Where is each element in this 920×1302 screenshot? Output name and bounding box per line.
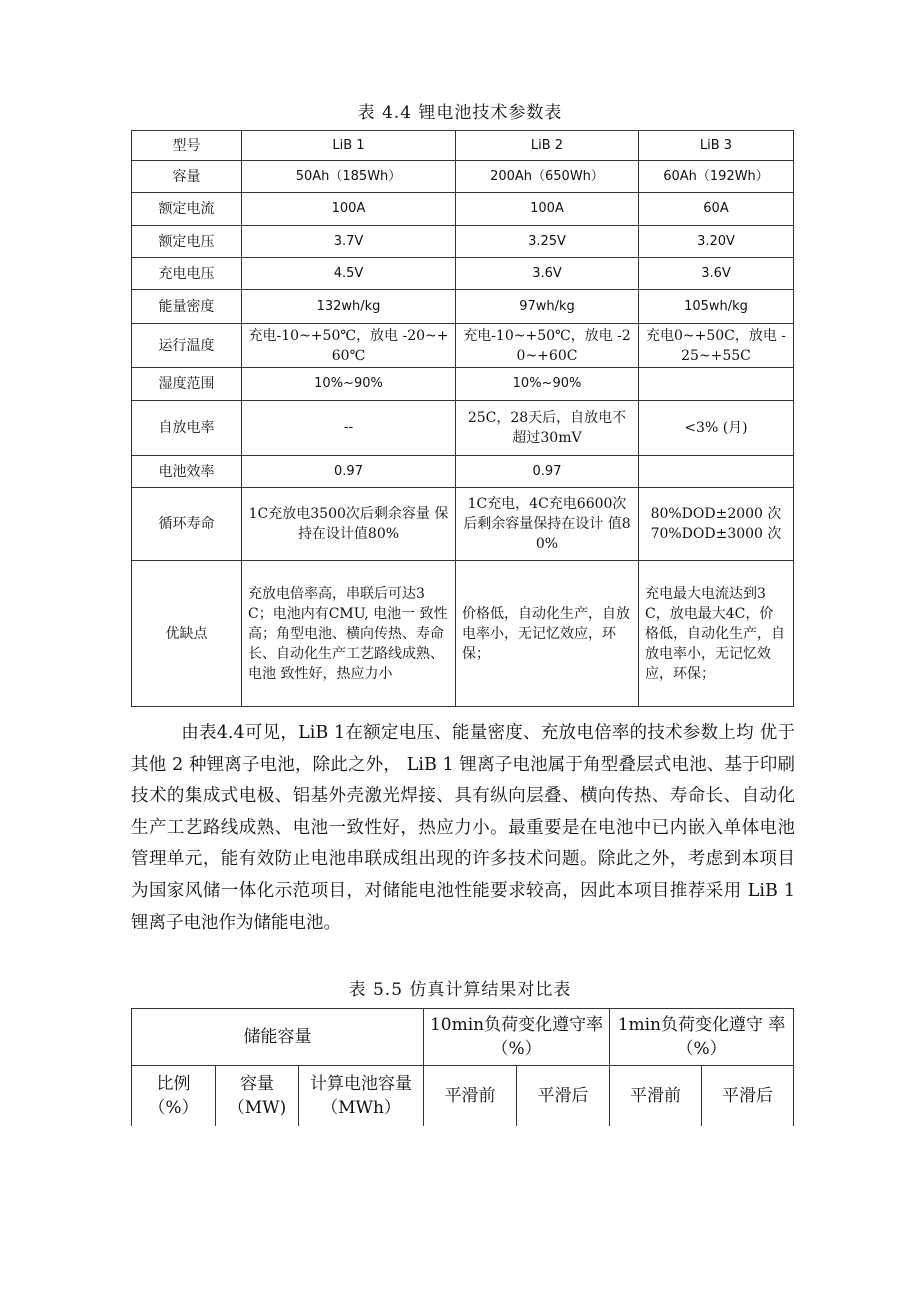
cell: 60A [639, 193, 794, 226]
row-label-energy-density: 能量密度 [132, 290, 242, 324]
table-row [132, 488, 794, 561]
row-label-self-discharge: 自放电率 [132, 401, 242, 456]
table-row [132, 324, 794, 368]
table1-caption: 表 4.4 锂电池技术参数表 [357, 103, 563, 123]
table-row [132, 401, 794, 456]
header-10min-before: 平滑前 [424, 1066, 517, 1127]
table-row [132, 161, 794, 193]
table2-caption: 表 5.5 仿真计算结果对比表 [348, 980, 572, 1000]
cell: 3.7V [242, 226, 456, 258]
header-battery-capacity-mwh: 计算电池容量（MWh） [299, 1066, 424, 1127]
cell: 3.6V [456, 258, 639, 290]
row-label-operating-temp: 运行温度 [132, 324, 242, 368]
cell: 10%~90% [456, 368, 639, 401]
cell [639, 368, 794, 401]
simulation-result-table [131, 1008, 794, 1126]
cell: 50Ah（185Wh） [242, 161, 456, 193]
row-label-efficiency: 电池效率 [132, 456, 242, 488]
cell: 4.5V [242, 258, 456, 290]
table-row [132, 193, 794, 226]
cell: 充电最大电流达到3C，放电最大4C，价格低，自动化生产，自放电率小，无记忆效应，环保； [639, 561, 794, 707]
cell: 100A [456, 193, 639, 226]
cell: 充放电倍率高，串联后可达3C；电池内有CMU, 电池一 致性高；角型电池、横向传热、寿命长、自动化生产工艺路线成熟、电池 致性好，热应力小 [242, 561, 456, 707]
header-1min-compliance: 1min负荷变化遵守 率（%） [610, 1009, 794, 1066]
cell: 60Ah（192Wh） [639, 161, 794, 193]
header-capacity-mw: 容量（MW) [216, 1066, 299, 1127]
table-row [132, 561, 794, 707]
sub-header-row [132, 1066, 794, 1127]
header-lib1: LiB 1 [242, 131, 456, 161]
cell: 充电0~+50C，放电 -25~+55C [639, 324, 794, 368]
table-row [132, 290, 794, 324]
header-ratio: 比例（%） [132, 1066, 216, 1127]
cell: -- [242, 401, 456, 456]
cell: 0.97 [242, 456, 456, 488]
cell: 25C，28天后，自放电不超过30mV [456, 401, 639, 456]
cell: 200Ah（650Wh） [456, 161, 639, 193]
row-label-pros-cons: 优缺点 [132, 561, 242, 707]
cell: 3.6V [639, 258, 794, 290]
group-header-row [132, 1009, 794, 1066]
cell [639, 456, 794, 488]
header-1min-after: 平滑后 [702, 1066, 794, 1127]
cell: 105wh/kg [639, 290, 794, 324]
cell: 1C充放电3500次后剩余容量 保持在设计值80% [242, 488, 456, 561]
header-1min-before: 平滑前 [610, 1066, 702, 1127]
cell: 0.97 [456, 456, 639, 488]
row-label-rated-voltage: 额定电压 [132, 226, 242, 258]
cell: 3.25V [456, 226, 639, 258]
body-paragraph-text: 由表4.4可见，LiB 1在额定电压、能量密度、充放电倍率的技术参数上均 优于其他 2 种锂离子电池，除此之外， LiB 1 锂离子电池属于角型叠层式电池、基于印刷技术的集成式电极、铝基外壳激光焊接、具有纵向层叠、横向传热、寿命长、自动化生产工艺路线成熟、电池一致性好，热应力小。最重要是在电池中已内嵌入单体电池管理单元，能有效防止电池串联成组出现的许多技术问题。除此之外，考虑到本项目为国家风储一体化示范项目，对储能电池性能要求较高，因此本项目推荐采用 LiB 1 锂离子电池作为储能电池。 [131, 723, 795, 933]
header-storage-capacity: 储能容量 [132, 1009, 424, 1066]
cell: 80%DOD±2000 次 70%DOD±3000 次 [639, 488, 794, 561]
cell: 3.20V [639, 226, 794, 258]
table-row [132, 226, 794, 258]
header-10min-compliance: 10min负荷变化遵守率（%） [424, 1009, 610, 1066]
table-row [132, 456, 794, 488]
header-10min-after: 平滑后 [517, 1066, 610, 1127]
cell: 97wh/kg [456, 290, 639, 324]
row-label-capacity: 容量 [132, 161, 242, 193]
body-paragraph [131, 718, 795, 939]
row-label-rated-current: 额定电流 [132, 193, 242, 226]
cell: 100A [242, 193, 456, 226]
header-lib2: LiB 2 [456, 131, 639, 161]
table-row [132, 368, 794, 401]
cell: 132wh/kg [242, 290, 456, 324]
row-label-humidity: 湿度范围 [132, 368, 242, 401]
row-label-charge-voltage: 充电电压 [132, 258, 242, 290]
header-lib3: LiB 3 [639, 131, 794, 161]
row-label-cycle-life: 循环寿命 [132, 488, 242, 561]
table-header-row [132, 131, 794, 161]
cell: 1C充电，4C充电6600次后剩余容量保持在设计 值80% [456, 488, 639, 561]
cell: <3% (月) [639, 401, 794, 456]
cell: 充电-10~+50℃，放电 -20~+60C [456, 324, 639, 368]
cell: 充电-10~+50℃，放电 -20~+60℃ [242, 324, 456, 368]
cell: 10%~90% [242, 368, 456, 401]
table-row [132, 258, 794, 290]
cell: 价格低，自动化生产，自放电率小，无记忆效应，环保； [456, 561, 639, 707]
header-model: 型号 [132, 131, 242, 161]
battery-spec-table [131, 130, 794, 707]
